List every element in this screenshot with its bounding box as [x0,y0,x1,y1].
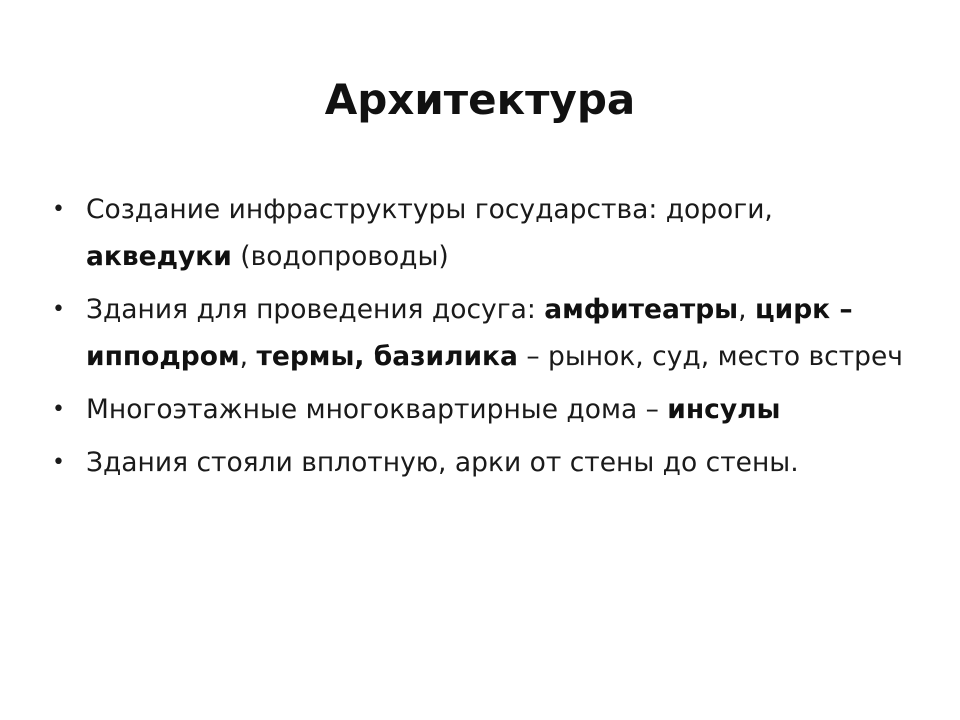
bullet-icon: • [52,197,65,222]
bullet-icon: • [52,297,65,322]
bullet-text: Здания для проведения досуга: [86,294,545,325]
bullet-text: Здания стояли вплотную, арки от стены до стены. [86,447,799,478]
bullet-text-bold: цирк –ипподром [86,294,853,372]
bullet-text: , [738,294,755,325]
bullet-list [52,186,912,492]
bullet-icon: • [52,450,65,475]
bullet-item-insulae [52,386,912,433]
bullet-text-bold: амфитеатры [544,294,739,325]
bullet-text: Создание инфраструктуры государства: дороги, [86,194,773,225]
bullet-item-dense-buildings [52,439,912,486]
bullet-text: , [239,341,257,372]
bullet-item-leisure-buildings [52,286,912,380]
bullet-text: Многоэтажные многоквартирные дома – [86,394,668,425]
bullet-text-bold: инсулы [667,394,781,425]
bullet-item-infrastructure [52,186,912,280]
slide-title: Архитектура [324,75,636,124]
bullet-icon: • [52,397,65,422]
bullet-text-bold: акведуки [86,241,232,272]
bullet-text: – рынок, суд, место встреч [517,341,903,372]
bullet-text-bold: термы, базилика [256,341,518,372]
bullet-text: (водопроводы) [231,241,449,272]
